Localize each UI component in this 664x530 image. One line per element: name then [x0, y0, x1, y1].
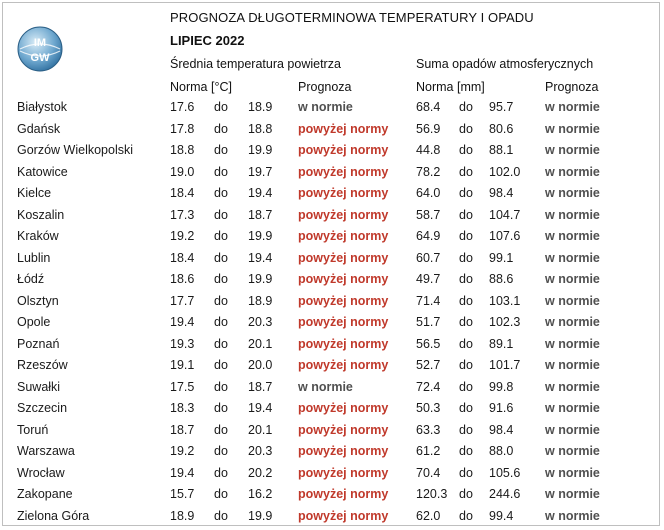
precip-norm-min: 68.4 — [416, 100, 441, 114]
precip-norm-max: 99.8 — [489, 379, 514, 394]
precip-range-separator: do — [459, 143, 473, 157]
temp-norm-max: 20.2 — [248, 465, 273, 480]
precip-norm-min: 63.3 — [416, 422, 441, 437]
precip-norm-min: 44.8 — [416, 143, 441, 157]
temp-norm-min: 17.5 — [170, 379, 195, 394]
temp-range-separator: do — [214, 422, 228, 437]
precip-forecast: w normie — [545, 336, 600, 351]
precip-norm-min: 51.7 — [416, 315, 441, 329]
temp-range-separator: do — [214, 229, 228, 243]
precip-norm-max: 89.1 — [489, 336, 514, 351]
precip-norm-max: 88.0 — [489, 444, 514, 458]
city-name: Wrocław — [17, 465, 65, 480]
precip-norm-min: 60.7 — [416, 250, 441, 265]
temp-forecast: powyżej normy — [298, 508, 389, 523]
temp-norm-max: 18.7 — [248, 207, 273, 222]
temp-norm-max: 18.9 — [248, 293, 273, 308]
forecast-table-body — [0, 97, 664, 527]
temp-range-separator: do — [214, 508, 228, 523]
precip-forecast: w normie — [545, 100, 600, 114]
city-name: Gdańsk — [17, 121, 61, 136]
city-name: Zakopane — [17, 487, 73, 501]
table-row — [0, 119, 664, 141]
logo-text-bottom: GW — [30, 52, 50, 64]
temp-norm-min: 17.6 — [170, 100, 195, 114]
temp-forecast: powyżej normy — [298, 487, 389, 501]
city-name: Warszawa — [17, 444, 75, 458]
temp-norm-min: 17.7 — [170, 293, 195, 308]
temp-norm-min: 18.3 — [170, 401, 195, 415]
city-name: Łódź — [17, 272, 45, 286]
precip-range-separator: do — [459, 465, 473, 480]
temp-norm-min: 15.7 — [170, 487, 195, 501]
temp-range-separator: do — [214, 401, 228, 415]
precip-norm-max: 98.4 — [489, 186, 514, 200]
temp-range-separator: do — [214, 358, 228, 372]
precip-norm-min: 52.7 — [416, 358, 441, 372]
temp-norm-min: 18.9 — [170, 508, 195, 523]
precip-range-separator: do — [459, 229, 473, 243]
precip-forecast: w normie — [545, 250, 600, 265]
precip-norm-max: 95.7 — [489, 100, 514, 114]
precip-range-separator: do — [459, 293, 473, 308]
precip-norm-min: 64.9 — [416, 229, 441, 243]
precip-range-separator: do — [459, 508, 473, 523]
city-name: Katowice — [17, 164, 68, 179]
city-name: Kraków — [17, 229, 59, 243]
temp-norm-min: 19.0 — [170, 164, 195, 179]
precip-range-separator: do — [459, 100, 473, 114]
precip-norm-min: 78.2 — [416, 164, 441, 179]
temp-forecast: powyżej normy — [298, 422, 389, 437]
table-row — [0, 162, 664, 184]
precip-range-separator: do — [459, 379, 473, 394]
precip-norm-max: 102.0 — [489, 164, 521, 179]
precip-norm-header: Norma [mm] — [416, 80, 485, 94]
precip-forecast: w normie — [545, 487, 600, 501]
temp-norm-max: 18.9 — [248, 100, 273, 114]
temp-norm-max: 19.7 — [248, 164, 273, 179]
city-name: Toruń — [17, 422, 49, 437]
temp-forecast: powyżej normy — [298, 229, 389, 243]
city-name: Gorzów Wielkopolski — [17, 143, 134, 157]
precip-norm-min: 56.9 — [416, 121, 441, 136]
temp-forecast: powyżej normy — [298, 250, 389, 265]
precip-range-separator: do — [459, 336, 473, 351]
table-row — [0, 269, 664, 291]
table-row — [0, 463, 664, 485]
temp-forecast: powyżej normy — [298, 465, 389, 480]
precip-forecast: w normie — [545, 358, 600, 372]
temp-norm-min: 18.4 — [170, 250, 195, 265]
precip-forecast: w normie — [545, 293, 600, 308]
temp-norm-max: 20.3 — [248, 315, 273, 329]
temp-range-separator: do — [214, 465, 228, 480]
precip-norm-max: 102.3 — [489, 315, 521, 329]
precip-norm-max: 103.1 — [489, 293, 521, 308]
city-name: Zielona Góra — [17, 508, 90, 523]
city-name: Kielce — [17, 186, 52, 200]
precip-range-separator: do — [459, 358, 473, 372]
temp-norm-max: 19.4 — [248, 401, 273, 415]
temp-norm-min: 19.2 — [170, 229, 195, 243]
table-row — [0, 377, 664, 399]
precip-norm-max: 105.6 — [489, 465, 521, 480]
precip-range-separator: do — [459, 186, 473, 200]
city-name: Opole — [17, 315, 51, 329]
temp-range-separator: do — [214, 207, 228, 222]
precip-norm-max: 99.4 — [489, 508, 514, 523]
precip-norm-min: 56.5 — [416, 336, 441, 351]
table-row — [0, 140, 664, 162]
precip-norm-max: 98.4 — [489, 422, 514, 437]
temp-forecast: powyżej normy — [298, 143, 389, 157]
temp-range-separator: do — [214, 143, 228, 157]
temp-range-separator: do — [214, 293, 228, 308]
temp-norm-max: 20.1 — [248, 422, 273, 437]
temp-norm-max: 20.0 — [248, 358, 273, 372]
temp-norm-min: 17.8 — [170, 121, 195, 136]
precip-forecast: w normie — [545, 379, 600, 394]
table-row — [0, 441, 664, 463]
temp-norm-max: 18.7 — [248, 379, 273, 394]
precip-norm-min: 120.3 — [416, 487, 448, 501]
precip-norm-max: 88.6 — [489, 272, 514, 286]
precip-norm-min: 62.0 — [416, 508, 441, 523]
precip-range-separator: do — [459, 164, 473, 179]
temp-forecast: powyżej normy — [298, 315, 389, 329]
precip-range-separator: do — [459, 487, 473, 501]
precip-norm-min: 71.4 — [416, 293, 441, 308]
precip-forecast: w normie — [545, 315, 600, 329]
temp-forecast: powyżej normy — [298, 207, 389, 222]
temp-norm-min: 17.3 — [170, 207, 195, 222]
precip-forecast: w normie — [545, 143, 600, 157]
temp-norm-min: 18.6 — [170, 272, 195, 286]
city-name: Suwałki — [17, 379, 61, 394]
city-name: Poznań — [17, 336, 60, 351]
precip-range-separator: do — [459, 272, 473, 286]
precip-norm-max: 99.1 — [489, 250, 514, 265]
table-row — [0, 398, 664, 420]
temp-range-separator: do — [214, 379, 228, 394]
temp-norm-max: 16.2 — [248, 487, 273, 501]
precip-norm-min: 58.7 — [416, 207, 441, 222]
precip-norm-max: 104.7 — [489, 207, 521, 222]
logo-text-top: IM — [33, 37, 47, 49]
precip-forecast: w normie — [545, 401, 600, 415]
precip-range-separator: do — [459, 444, 473, 458]
temp-forecast-header: Prognoza — [298, 80, 352, 94]
city-name: Koszalin — [17, 207, 65, 222]
table-row — [0, 355, 664, 377]
precip-norm-max: 244.6 — [489, 487, 521, 501]
table-row — [0, 484, 664, 506]
precip-forecast: w normie — [545, 508, 600, 523]
temp-range-separator: do — [214, 315, 228, 329]
temp-norm-header: Norma [°C] — [170, 80, 232, 94]
precip-norm-min: 64.0 — [416, 186, 441, 200]
precip-forecast: w normie — [545, 444, 600, 458]
temp-forecast: powyżej normy — [298, 444, 389, 458]
precip-forecast-header: Prognoza — [545, 80, 599, 94]
imgw-logo — [17, 26, 63, 72]
temp-range-separator: do — [214, 487, 228, 501]
precip-norm-min: 50.3 — [416, 401, 441, 415]
temp-norm-max: 19.9 — [248, 143, 273, 157]
temp-norm-min: 19.4 — [170, 315, 195, 329]
table-row — [0, 97, 664, 119]
temp-norm-max: 19.4 — [248, 186, 273, 200]
table-row — [0, 226, 664, 248]
temp-range-separator: do — [214, 250, 228, 265]
city-name: Lublin — [17, 250, 51, 265]
temp-norm-min: 19.2 — [170, 444, 195, 458]
precip-norm-min: 61.2 — [416, 444, 441, 458]
precip-forecast: w normie — [545, 272, 600, 286]
temp-range-separator: do — [214, 336, 228, 351]
temp-forecast: powyżej normy — [298, 272, 389, 286]
temp-forecast: powyżej normy — [298, 358, 389, 372]
precip-forecast: w normie — [545, 164, 600, 179]
precip-range-separator: do — [459, 121, 473, 136]
city-name: Rzeszów — [17, 358, 68, 372]
precip-norm-max: 88.1 — [489, 143, 514, 157]
precip-forecast: w normie — [545, 229, 600, 243]
table-row — [0, 312, 664, 334]
table-row — [0, 506, 664, 528]
city-name: Szczecin — [17, 401, 68, 415]
temp-forecast: powyżej normy — [298, 186, 389, 200]
table-row — [0, 248, 664, 270]
temp-norm-min: 18.8 — [170, 143, 195, 157]
precip-norm-max: 91.6 — [489, 401, 514, 415]
precip-forecast: w normie — [545, 422, 600, 437]
precip-forecast: w normie — [545, 121, 600, 136]
temp-range-separator: do — [214, 444, 228, 458]
temp-norm-max: 19.9 — [248, 508, 273, 523]
temp-forecast: w normie — [298, 100, 353, 114]
city-name: Olsztyn — [17, 293, 59, 308]
precip-norm-min: 70.4 — [416, 465, 441, 480]
precip-range-separator: do — [459, 422, 473, 437]
temp-norm-min: 19.3 — [170, 336, 195, 351]
temp-norm-max: 19.4 — [248, 250, 273, 265]
temp-norm-max: 19.9 — [248, 229, 273, 243]
precip-norm-min: 72.4 — [416, 379, 441, 394]
precip-range-separator: do — [459, 315, 473, 329]
precip-forecast: w normie — [545, 207, 600, 222]
table-row — [0, 420, 664, 442]
temp-norm-max: 18.8 — [248, 121, 273, 136]
temp-range-separator: do — [214, 272, 228, 286]
temp-forecast: w normie — [298, 379, 353, 394]
temp-forecast: powyżej normy — [298, 121, 389, 136]
temp-forecast: powyżej normy — [298, 336, 389, 351]
precip-norm-min: 49.7 — [416, 272, 441, 286]
temp-norm-max: 20.3 — [248, 444, 273, 458]
temp-forecast: powyżej normy — [298, 401, 389, 415]
temp-forecast: powyżej normy — [298, 293, 389, 308]
temp-norm-max: 19.9 — [248, 272, 273, 286]
table-row — [0, 291, 664, 313]
page-subtitle: LIPIEC 2022 — [170, 33, 245, 48]
precip-range-separator: do — [459, 207, 473, 222]
precip-norm-max: 101.7 — [489, 358, 521, 372]
temp-norm-min: 19.1 — [170, 358, 195, 372]
precip-range-separator: do — [459, 250, 473, 265]
precip-forecast: w normie — [545, 465, 600, 480]
table-row — [0, 183, 664, 205]
precipitation-group-heading: Suma opadów atmosferycznych — [416, 57, 594, 71]
temp-range-separator: do — [214, 100, 228, 114]
precip-range-separator: do — [459, 401, 473, 415]
temperature-group-heading: Średnia temperatura powietrza — [170, 57, 341, 71]
temp-range-separator: do — [214, 186, 228, 200]
temp-norm-min: 18.7 — [170, 422, 195, 437]
temp-norm-min: 18.4 — [170, 186, 195, 200]
table-row — [0, 205, 664, 227]
precip-norm-max: 80.6 — [489, 121, 514, 136]
city-name: Białystok — [17, 100, 68, 114]
temp-norm-max: 20.1 — [248, 336, 273, 351]
temp-range-separator: do — [214, 121, 228, 136]
temp-norm-min: 19.4 — [170, 465, 195, 480]
precip-forecast: w normie — [545, 186, 600, 200]
page-title: PROGNOZA DŁUGOTERMINOWA TEMPERATURY I OPADU — [170, 10, 534, 25]
temp-forecast: powyżej normy — [298, 164, 389, 179]
table-row — [0, 334, 664, 356]
temp-range-separator: do — [214, 164, 228, 179]
precip-norm-max: 107.6 — [489, 229, 521, 243]
